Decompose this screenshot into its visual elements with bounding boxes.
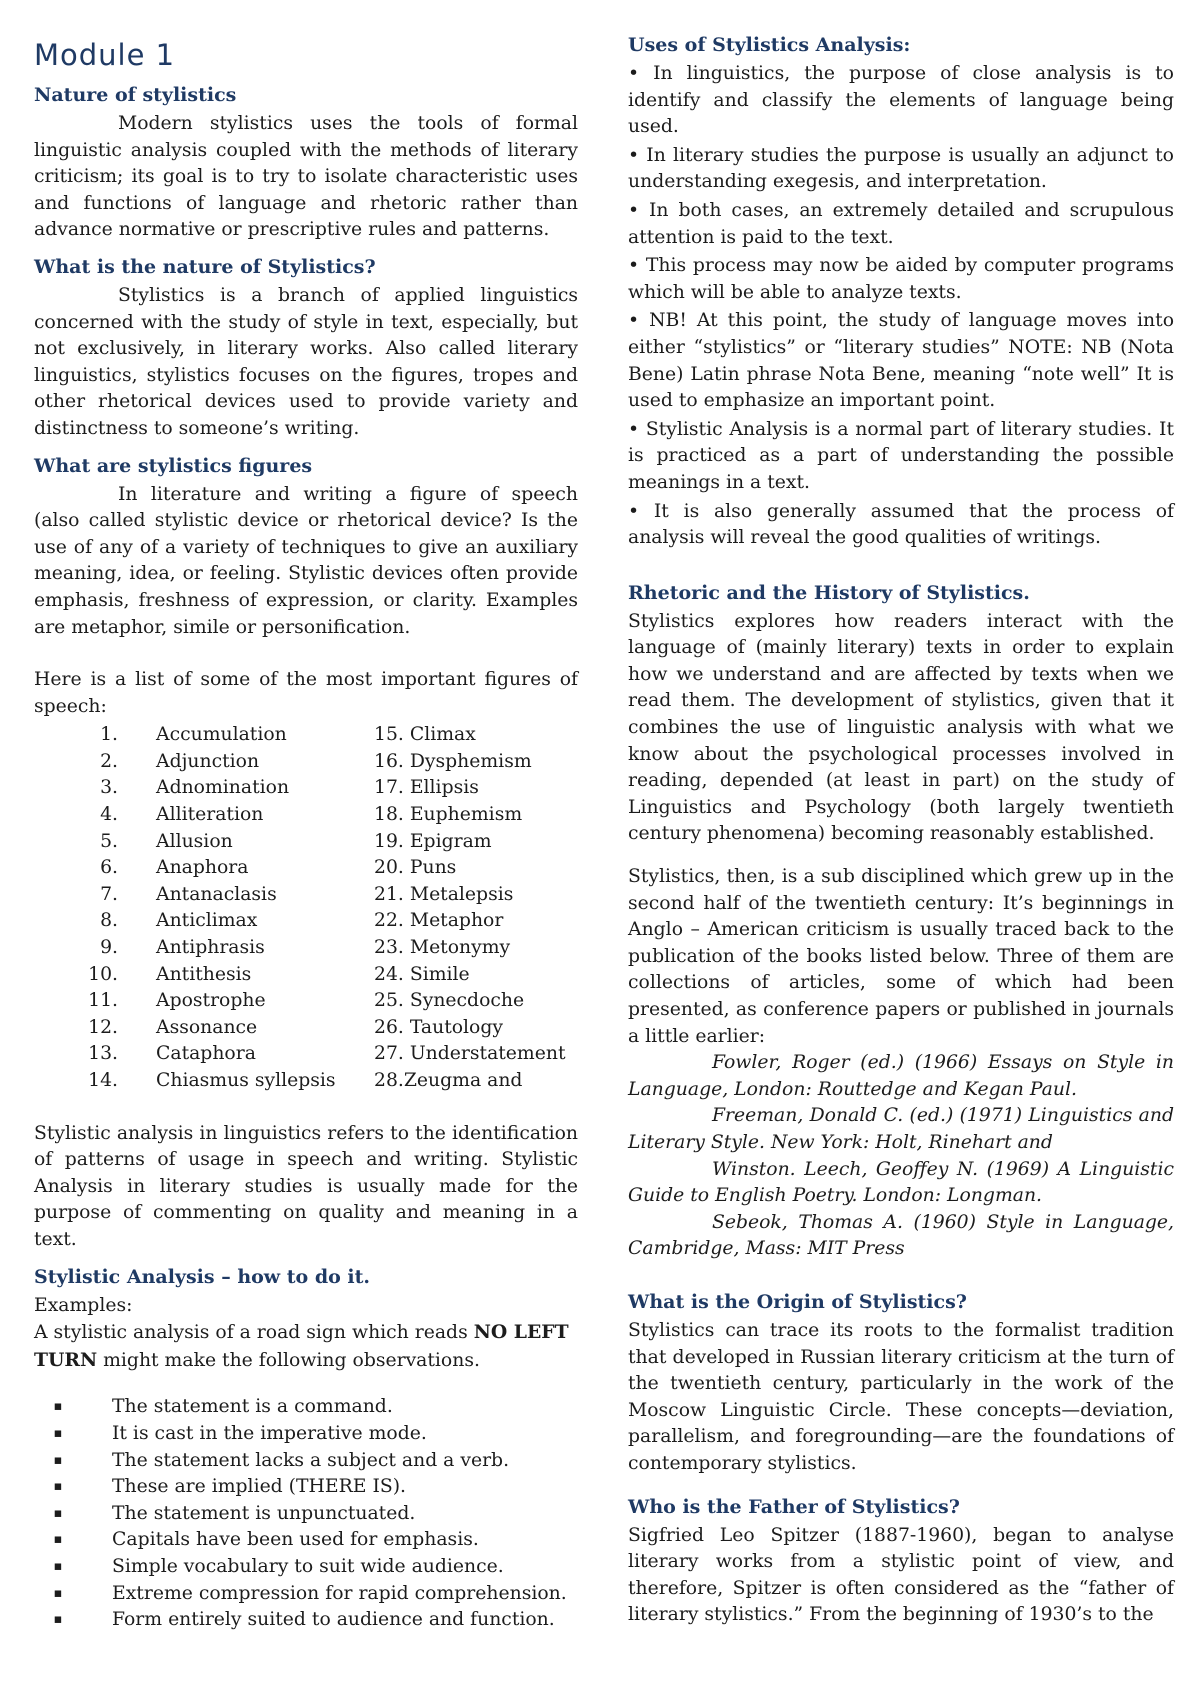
observations-list <box>34 1394 578 1633</box>
origin-paragraph: Stylistics can trace its roots to the formalist tradition that developed in Russian literary criticism at the turn of the twentieth century, particularly in the work of the Moscow Linguistic Circle. These concepts—deviation, parallelism, and foregrounding—are the foundations of contemporary stylistics. <box>628 1319 1174 1474</box>
rhetoric-paragraph-2: Stylistics, then, is a sub disciplined which grew up in the second half of the twentieth century: It’s beginnings in Anglo – American criticism is usually traced back to the publication of the books listed below. Three of them are collections of articles, some of which had been presented, as conference papers or published in journals a little earlier: <box>628 866 1174 1047</box>
figure-number: 9. <box>100 937 118 959</box>
uses-item: • This process may now be aided by computer programs which will be able to analyze texts. <box>628 255 1174 303</box>
heading-what-is-nature: What is the nature of Stylistics? <box>34 255 376 278</box>
figure-number: 3. <box>100 777 118 799</box>
father-paragraph: Sigfried Leo Spitzer (1887-1960), began to analyse literary works from a stylistic point of view, and therefore, Spitzer is often considered as the “father of literary stylistics.” From the beginning of 1930’s to the <box>628 1524 1174 1626</box>
figure-item <box>74 802 374 829</box>
figure-name: Adnomination <box>156 777 290 799</box>
figure-item <box>74 962 374 989</box>
bullet-icon: ▪ <box>53 1399 63 1415</box>
figure-item <box>74 1041 374 1068</box>
figure-number: 5. <box>100 830 118 852</box>
figure-name: Antiphrasis <box>156 937 265 959</box>
road-sign-intro-before: A stylistic analysis of a road sign which reads <box>34 1322 474 1344</box>
bullet-icon: ▪ <box>53 1425 63 1441</box>
uses-item: • In linguistics, the purpose of close analysis is to identify and classify the elements of language being used. <box>628 63 1174 138</box>
bullet-icon: ▪ <box>53 1479 63 1495</box>
figure-number: 13. <box>88 1043 118 1065</box>
observation-text: These are implied (THERE IS). <box>112 1476 407 1498</box>
heading-rhetoric: Rhetoric and the History of Stylistics. <box>628 581 1030 604</box>
figure-item <box>74 882 374 909</box>
figures-list-intro: Here is a list of some of the most important figures of speech: <box>34 669 578 717</box>
figure-name: Apostrophe <box>156 990 266 1012</box>
figures-column-2 <box>374 722 578 1094</box>
figure-item <box>74 1015 374 1042</box>
figure-item: 28.Zeugma and <box>374 1070 523 1091</box>
figure-name: Chiasmus syllepsis <box>156 1070 336 1091</box>
figure-name: Antanaclasis <box>156 883 277 905</box>
figure-item: 16. Dysphemism <box>374 750 532 772</box>
figure-name: Adjunction <box>156 750 260 772</box>
figure-item <box>74 829 374 856</box>
heading-stylistics-figures: What are stylistics figures <box>34 454 313 477</box>
examples-label: Examples: <box>34 1294 133 1316</box>
heading-nature-of-stylistics: Nature of stylistics <box>34 84 237 106</box>
bullet-icon: ▪ <box>53 1505 63 1521</box>
bullet-icon: ▪ <box>53 1532 63 1548</box>
figure-item <box>74 749 374 776</box>
figures-paragraph: In literature and writing a figure of speech (also called stylistic device or rhetorical device? Is the use of any of a variety of techniques to give an auxiliary meaning, idea, or feeling. Stylistic devices often provide emphasis, freshness of expression, or clarity. Examples are metaphor, simile or personification. <box>34 483 578 638</box>
figure-item <box>74 935 374 962</box>
bullet-icon: ▪ <box>53 1585 63 1601</box>
observation-text: Extreme compression for rapid comprehension. <box>112 1582 567 1604</box>
observation-text: It is cast in the imperative mode. <box>112 1422 427 1444</box>
road-sign-intro-after: might make the following observations. <box>97 1349 480 1371</box>
heading-father: Who is the Father of Stylistics? <box>628 1495 960 1518</box>
observation-text: Form entirely suited to audience and function. <box>112 1609 555 1631</box>
bullet-icon: ▪ <box>53 1452 63 1468</box>
figure-number: 1. <box>100 724 118 746</box>
observation-text: Simple vocabulary to suit wide audience. <box>112 1555 504 1577</box>
figure-name: Accumulation <box>156 724 287 746</box>
nature-paragraph: Modern stylistics uses the tools of formal linguistic analysis coupled with the methods of literary criticism; its goal is to try to isolate characteristic uses and functions of language and rhetoric rather than advance normative or prescriptive rules and patterns. <box>34 113 578 241</box>
figure-name: Assonance <box>156 1016 258 1038</box>
figure-item: 26. Tautology <box>374 1016 504 1038</box>
figure-name: Cataphora <box>156 1043 256 1065</box>
figure-name: Alliteration <box>156 804 264 826</box>
heading-how-to-do-it: Stylistic Analysis – how to do it. <box>34 1265 371 1288</box>
figure-number: 6. <box>100 857 118 879</box>
observation-item <box>34 1394 578 1421</box>
figure-name: Antithesis <box>156 963 252 985</box>
road-sign-intro <box>34 1319 578 1374</box>
observation-text: The statement lacks a subject and a verb. <box>112 1449 510 1471</box>
figure-item: 23. Metonymy <box>374 937 511 959</box>
observation-item <box>34 1421 578 1448</box>
figure-item <box>74 908 374 935</box>
figure-number: 7. <box>100 883 118 905</box>
observation-text: Capitals have been used for emphasis. <box>112 1529 479 1551</box>
figure-name: Anaphora <box>156 857 249 879</box>
figure-item: 22. Metaphor <box>374 910 504 932</box>
figure-item: 21. Metalepsis <box>374 883 514 905</box>
observation-text: The statement is a command. <box>112 1396 393 1418</box>
figures-list <box>34 722 578 1094</box>
reference-fowler: Fowler, Roger (ed.) (1966) Essays on Style in Language, London: Routtedge and Kegan Paul. <box>628 1052 1174 1100</box>
observation-item <box>34 1501 578 1528</box>
figure-item <box>74 988 374 1015</box>
figure-item: 15. Climax <box>374 724 476 746</box>
observation-item <box>34 1554 578 1581</box>
figure-number: 14. <box>88 1070 118 1091</box>
figure-item: 19. Epigram <box>374 830 492 852</box>
reference-sebeok: Sebeok, Thomas A. (1960) Style in Language, Cambridge, Mass: MIT Press <box>628 1211 1174 1260</box>
figure-number: 12. <box>88 1016 118 1038</box>
figure-name: Allusion <box>156 830 233 852</box>
observation-item <box>34 1448 578 1475</box>
observation-item <box>34 1527 578 1554</box>
uses-item: • Stylistic Analysis is a normal part of literary studies. It is practiced as a part of understanding the possible meanings in a text. <box>628 418 1174 493</box>
heading-origin: What is the Origin of Stylistics? <box>628 1290 967 1313</box>
left-column <box>34 0 578 1634</box>
figure-number: 11. <box>88 990 118 1012</box>
figure-item: 17. Ellipsis <box>374 777 479 799</box>
what-is-nature-paragraph: Stylistics is a branch of applied linguistics concerned with the study of style in text, especially, but not exclusively, in literary works. Also called literary linguistics, stylistics focuses on the figures, tropes and other rhetorical devices used to provide variety and distinctness to someone’s writing. <box>34 284 578 439</box>
figure-number: 4. <box>100 804 118 826</box>
figure-item <box>74 775 374 802</box>
figure-number: 2. <box>100 750 118 772</box>
figure-item <box>74 722 374 749</box>
figure-item: 25. Synecdoche <box>374 990 525 1012</box>
observation-item <box>34 1607 578 1634</box>
reference-leech: Winston. Leech, Geoffey N. (1969) A Linguistic Guide to English Poetry. London: Longman. <box>628 1158 1174 1207</box>
uses-item: • It is also generally assumed that the process of analysis will reveal the good qualities of writings. <box>628 500 1174 549</box>
observation-item <box>34 1474 578 1501</box>
right-column <box>628 0 1174 1629</box>
observation-item <box>34 1581 578 1608</box>
uses-item: • In literary studies the purpose is usually an adjunct to understanding exegesis, and interpretation. <box>628 144 1174 193</box>
reference-freeman: Freeman, Donald C. (ed.) (1971) Linguistics and Literary Style. New York: Holt, Rinehart and <box>628 1105 1174 1153</box>
figure-item <box>74 855 374 882</box>
uses-item: • In both cases, an extremely detailed and scrupulous attention is paid to the text. <box>628 199 1174 248</box>
uses-item: • NB! At this point, the study of language moves into either “stylistics” or “literary studies” NOTE: NB (Nota Bene) Latin phrase Nota Bene, meaning “note well” It is used to emphasize an important point. <box>628 310 1174 412</box>
rhetoric-paragraph-1: Stylistics explores how readers interact with the language of (mainly literary) texts in order to explain how we understand and are affected by texts when we read them. The development of stylistics, given that it combines the use of linguistic analysis with what we know about the psychological processes involved in reading, depended (at least in part) on the study of Linguistics and Psychology (both largely twentieth century phenomena) becoming reasonably established. <box>628 610 1174 845</box>
figure-item: 20. Puns <box>374 857 457 879</box>
bullet-icon: ▪ <box>53 1612 63 1628</box>
figure-item: 27. Understatement <box>374 1043 566 1065</box>
figure-number: 10. <box>88 963 118 985</box>
road-sign-text: NO LEFT TURN <box>34 1321 569 1371</box>
bullet-icon: ▪ <box>53 1558 63 1574</box>
uses-list <box>628 61 1174 552</box>
figure-number: 8. <box>100 910 118 932</box>
heading-uses: Uses of Stylistics Analysis: <box>628 34 911 56</box>
observation-text: The statement is unpunctuated. <box>112 1502 416 1524</box>
figure-item <box>74 1068 374 1095</box>
figure-item: 24. Simile <box>374 963 470 985</box>
module-title: Module 1 <box>34 38 176 72</box>
analysis-paragraph: Stylistic analysis in linguistics refers to the identification of patterns of usage in speech and writing. Stylistic Analysis in literary studies is usually made for the purpose of commenting on quality and meaning in a text. <box>34 1122 578 1250</box>
figures-column-1 <box>34 722 374 1094</box>
figure-name: Anticlimax <box>156 910 258 932</box>
figure-item: 18. Euphemism <box>374 804 523 826</box>
